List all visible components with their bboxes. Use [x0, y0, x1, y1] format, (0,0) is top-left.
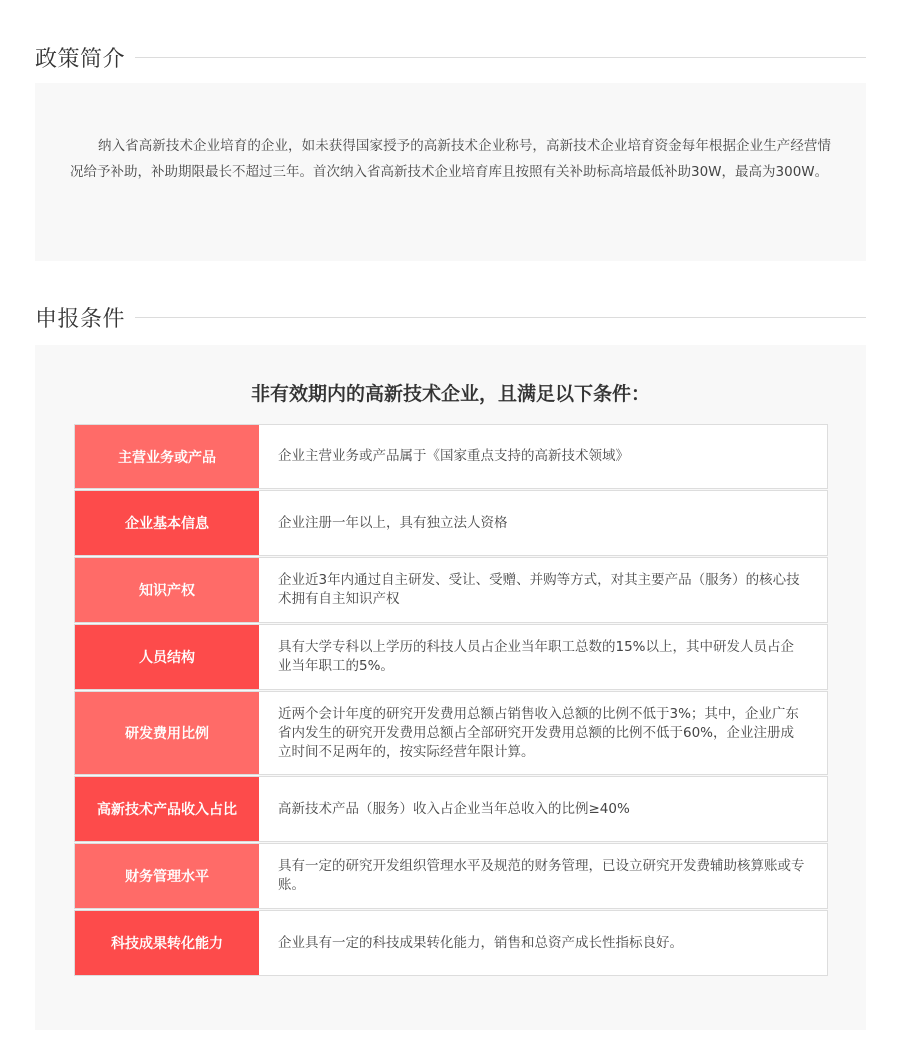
condition-label: 人员结构 [75, 625, 259, 689]
condition-content: 高新技术产品（服务）收入占企业当年总收入的比例≥40% [259, 777, 827, 841]
condition-content: 企业注册一年以上，具有独立法人资格 [259, 491, 827, 555]
conditions-header [35, 302, 866, 332]
condition-label: 科技成果转化能力 [75, 911, 259, 975]
conditions-panel [35, 345, 866, 1030]
condition-row-staff [74, 624, 828, 690]
conditions-title: 申报条件 [35, 306, 126, 332]
condition-label: 主营业务或产品 [75, 425, 259, 488]
conditions-table [74, 424, 828, 977]
condition-row-ip [74, 557, 828, 623]
condition-row-finance [74, 843, 828, 909]
condition-content: 企业具有一定的科技成果转化能力，销售和总资产成长性指标良好。 [259, 911, 827, 975]
condition-row-product-income [74, 776, 828, 842]
condition-content: 具有大学专科以上学历的科技人员占企业当年职工总数的15%以上，其中研发人员占企业当年职工的5%。 [259, 625, 827, 689]
condition-content: 企业主营业务或产品属于《国家重点支持的高新技术领域》 [259, 425, 827, 488]
condition-label: 知识产权 [75, 558, 259, 622]
condition-label: 研发费用比例 [75, 692, 259, 774]
conditions-heading: 非有效期内的高新技术企业，且满足以下条件： [250, 383, 650, 405]
condition-label: 企业基本信息 [75, 491, 259, 555]
policy-intro-text: 纳入省高新技术企业培育的企业，如未获得国家授予的高新技术企业称号，高新技术企业培育资金每年根据企业生产经营情况给予补助，补助期限最长不超过三年。首次纳入省高新技术企业培育库且按照有关补助标高培最低补助30W，最高为300W。 [70, 138, 831, 180]
title-divider [135, 317, 866, 318]
condition-row-basic-info [74, 490, 828, 556]
condition-row-main-business [74, 424, 828, 489]
policy-intro-title: 政策简介 [35, 46, 126, 72]
condition-row-rd-ratio [74, 691, 828, 775]
condition-content: 近两个会计年度的研究开发费用总额占销售收入总额的比例不低于3%；其中，企业广东省内发生的研究开发费用总额占全部研究开发费用总额的比例不低于60%，企业注册成立时间不足两年的，按实际经营年限计算。 [259, 692, 827, 774]
title-divider [135, 57, 866, 58]
condition-row-transfer [74, 910, 828, 976]
condition-content: 企业近3年内通过自主研发、受让、受赠、并购等方式，对其主要产品（服务）的核心技术拥有自主知识产权 [259, 558, 827, 622]
policy-intro-header [35, 42, 866, 72]
policy-intro-panel [35, 83, 866, 261]
condition-label: 财务管理水平 [75, 844, 259, 908]
condition-content: 具有一定的研究开发组织管理水平及规范的财务管理，已设立研究开发费辅助核算账或专账。 [259, 844, 827, 908]
condition-label: 高新技术产品收入占比 [75, 777, 259, 841]
